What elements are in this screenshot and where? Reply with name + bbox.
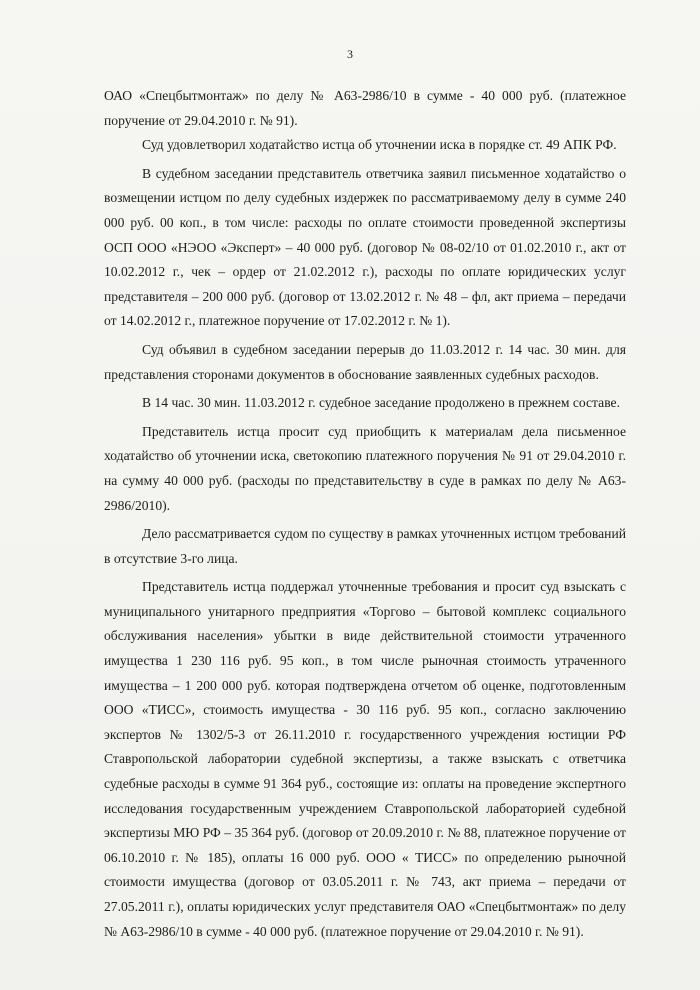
paragraph-4: Суд объявил в судебном заседании перерыв до 11.03.2012 г. 14 час. 30 мин. для представления сторонами документов в обоснование заявленных судебных расходов. xyxy=(104,341,626,382)
paragraph-1: ОАО «Спецбытмонтаж» по делу № А63-2986/10 в сумме - 40 000 руб. (платежное поручение от 29.04.2010 г. № 91). xyxy=(104,88,626,128)
page-number: 3 xyxy=(347,47,353,61)
paragraph-8: Представитель истца поддержал уточненные требования и просит суд взыскать с муниципального унитарного предприятия «Торгово – бытовой комплекс социального обслуживания населения» убытки в виде действительной стоимости утраченного имущества 1 230 116 руб. 95 коп., в том числе рыночная стоимость утраченного имущества – 1 200 000 руб. которая подтверждена отчетом об оценке, подготовленным ООО «ТИСС», стоимость имущества - 30 116 руб. 95 коп., согласно заключению экспертов № 1302/5-3 от 26.11.2010 г. государственного учреждения юстиции РФ Ставропольской лаборатории судебной экспертизы, а также взыскать с ответчика судебные расходы в сумме 91 364 руб., состоящие из: оплаты на проведение экспертного исследования государственным учреждением Ставропольской лабораторией судебной экспертизы МЮ РФ – 35 364 руб. (договор от 20.09.2010 г. № 88, платежное поручение от 06.10.2010 г. № 185), оплаты 16 000 руб. ООО « ТИСС» по определению рыночной стоимости имущества (договор от 03.05.2011 г. № 743, акт приема – передачи от 27.05.2011 г.), оплаты юридических услуг представителя ОАО «Спецбытмонтаж» по делу № А63-2986/10 в сумме - 40 000 руб. (платежное поручение от 29.04.2010 г. № 91). xyxy=(104,579,626,939)
paragraph-3: В судебном заседании представитель ответчика заявил письменное ходатайство о возмещении истцом по делу судебных издержек по рассматриваемому делу в сумме 240 000 руб. 00 коп., в том числе: расходы по оплате стоимости проведенной экспертизы ОСП ООО «НЭОО «Эксперт» – 40 000 руб. (договор № 08-02/10 от 01.02.2010 г., акт от 10.02.2012 г., чек – ордер от 21.02.2012 г.), расходы по оплате юридических услуг представителя – 200 000 руб. (договор от 13.02.2012 г. № 48 – фл, акт приема – передачи от 14.02.2012 г., платежное поручение от 17.02.2012 г. № 1). xyxy=(104,165,626,329)
paragraph-6: Представитель истца просит суд приобщить к материалам дела письменное ходатайство об уточнении иска, светокопию платежного поручения № 91 от 29.04.2010 г. на сумму 40 000 руб. (расходы по представительству в суде в рамках по делу № А63-2986/2010). xyxy=(104,423,626,513)
paragraph-7: Дело рассматривается судом по существу в рамках уточненных истцом требований в отсутствие 3-го лица. xyxy=(104,526,626,566)
paragraph-5: В 14 час. 30 мин. 11.03.2012 г. судебное заседание продолжено в прежнем составе. xyxy=(142,395,620,411)
document-body xyxy=(104,84,626,948)
paragraph-2: Суд удовлетворил ходатайство истца об уточнении иска в порядке ст. 49 АПК РФ. xyxy=(142,137,617,153)
